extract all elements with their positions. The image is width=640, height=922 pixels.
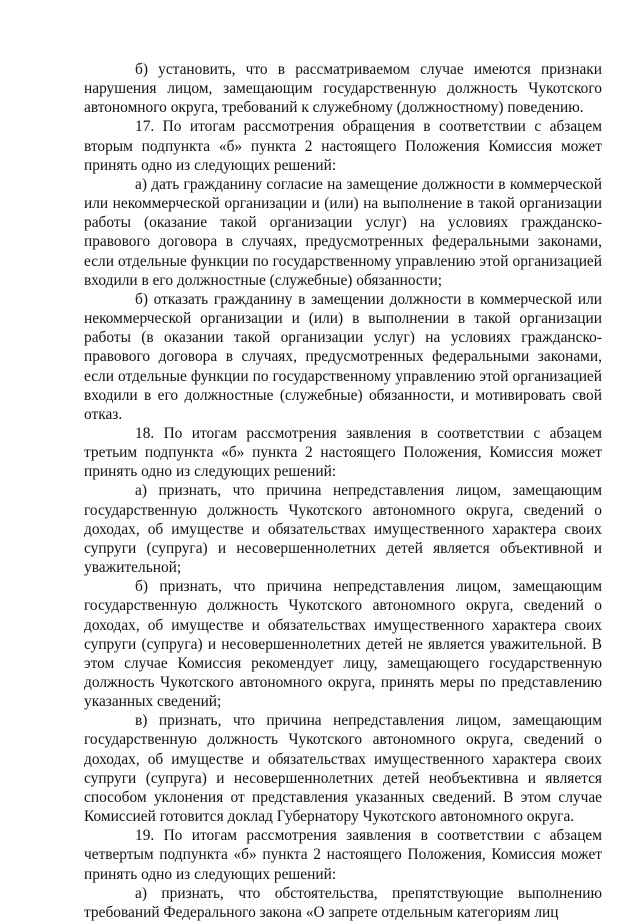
document-page (84, 60, 602, 922)
paragraph-item-19: 19. По итогам рассмотрения заявления в соответствии с абзацем четвертым подпункта «б» пункта 2 настоящего Положения, Комиссия может принять одно из следующих решений: (84, 827, 602, 883)
paragraph-item-18-v: в) признать, что причина непредставления лицом, замещающим государственную должность Чукотского автономного округа, сведений о доходах, об имуществе и обязательствах имущественного характера своих супруги (супруга) и несовершеннолетних детей необъективна и является способом уклонения от представления указанных сведений. В этом случае Комиссией готовится доклад Губернатору Чукотского автономного округа. (84, 712, 602, 826)
paragraph-item-17-a: а) дать гражданину согласие на замещение должности в коммерческой или некоммерческой организации и (или) на выполнение в такой организации работы (оказание такой организации услуг) на условиях гражданско-правового договора в случаях, предусмотренных федеральными законами, если отдельные функции по государственному управлению этой организацией входили в его должностные (служебные) обязанности; (84, 175, 602, 289)
paragraph-item-17: 17. По итогам рассмотрения обращения в соответствии с абзацем вторым подпункта «б» пункта 2 настоящего Положения Комиссия может принять одно из следующих решений: (84, 118, 602, 174)
paragraph-decision-b-violation: б) установить, что в рассматриваемом случае имеются признаки нарушения лицом, замещающим государственную должность Чукотского автономного округа, требований к служебному (должностному) поведению. (84, 61, 602, 117)
paragraph-item-18-b: б) признать, что причина непредставления лицом, замещающим государственную должность Чукотского автономного округа, сведений о доходах, об имуществе и обязательствах имущественного характера своих супруги (супруга) и несовершеннолетних детей не является уважительной. В этом случае Комиссия рекомендует лицу, замещающего государственную должность Чукотского автономного округа, принять меры по представлению указанных сведений; (84, 578, 602, 711)
paragraph-item-19-a: а) признать, что обстоятельства, препятствующие выполнению требований Федерального закона «О запрете отдельным категориям лиц (84, 884, 602, 921)
paragraph-item-17-b: б) отказать гражданину в замещении должности в коммерческой или некоммерческой организации и (или) в выполнении в такой организации работы (в оказании такой организации услуг) на условиях гражданско-правового договора в случаях, предусмотренных федеральными законами, если отдельные функции по государственному управлению этой организацией входили в его должностные (служебные) обязанности, и мотивировать свой отказ. (84, 290, 602, 423)
paragraph-item-18: 18. По итогам рассмотрения заявления в соответствии с абзацем третьим подпункта «б» пункта 2 настоящего Положения, Комиссия может принять одно из следующих решений: (84, 424, 602, 481)
paragraph-item-18-a: а) признать, что причина непредставления лицом, замещающим государственную должность Чукотского автономного округа, сведений о доходах, об имуществе и обязательствах имущественного характера своих супруги (супруга) и несовершеннолетних детей является объективной и уважительной; (84, 482, 602, 577)
